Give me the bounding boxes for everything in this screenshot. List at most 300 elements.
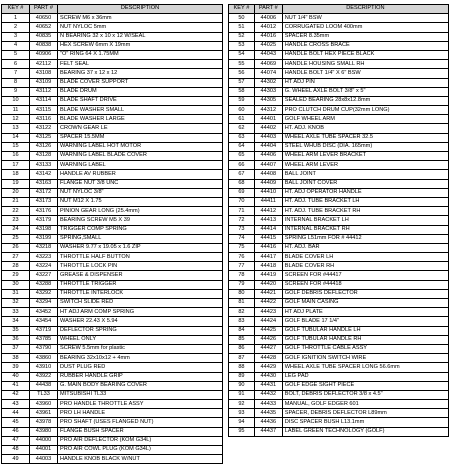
part-number-cell: 44430 xyxy=(254,372,282,381)
description-cell: BLADE WASHER LARGE xyxy=(58,115,223,124)
description-cell: DEFLECTOR SPRING xyxy=(58,326,223,335)
description-cell: THROTTLE TRIGGER xyxy=(58,280,223,289)
table-row xyxy=(2,170,223,179)
part-number-cell: 43790 xyxy=(30,344,58,353)
table-row xyxy=(2,106,223,115)
table-row xyxy=(2,326,223,335)
part-number-cell: 44003 xyxy=(30,455,58,464)
description-cell: WHEEL ARM LEVER xyxy=(282,161,448,170)
key-number-cell: 85 xyxy=(229,335,255,344)
key-number-cell: 14 xyxy=(2,133,30,142)
description-cell: GOLF THROTTLE CABLE ASSY xyxy=(282,344,448,353)
description-cell: SCREEN FOR #44418 xyxy=(282,280,448,289)
part-number-cell: 44043 xyxy=(254,50,282,59)
key-number-cell: 39 xyxy=(2,363,30,372)
part-number-cell: 44416 xyxy=(254,243,282,252)
description-cell: THROTTLE INTERLOCK xyxy=(58,289,223,298)
description-cell: PRO AIR COWL PLUG (KOM G34L) xyxy=(58,446,223,455)
key-number-cell: 73 xyxy=(229,225,255,234)
table-row xyxy=(229,106,449,115)
part-number-cell: 43176 xyxy=(30,207,58,216)
description-cell: DUST PLUG RED xyxy=(58,363,223,372)
key-number-cell: 40 xyxy=(2,372,30,381)
key-number-cell: 55 xyxy=(229,60,255,69)
parts-table-right xyxy=(228,4,449,437)
description-cell: PRO AIR DEFLECTOR (KOM G34L) xyxy=(58,436,223,445)
description-cell: GOLF TUBULAR HANDLE RH xyxy=(282,335,448,344)
description-cell: G. MAIN BODY BEARING COVER xyxy=(58,381,223,390)
key-number-cell: 51 xyxy=(229,23,255,32)
description-cell: SPACER 8.35mm xyxy=(282,32,448,41)
table-row xyxy=(229,372,449,381)
key-number-cell: 7 xyxy=(2,69,30,78)
key-number-cell: 6 xyxy=(2,60,30,69)
description-cell: WHEEL ARM LEVER BRACKET xyxy=(282,152,448,161)
table-row xyxy=(2,188,223,197)
key-number-cell: 63 xyxy=(229,133,255,142)
table-header-row xyxy=(2,5,223,14)
description-cell: LEG PAD xyxy=(282,372,448,381)
part-number-cell: 44410 xyxy=(254,188,282,197)
description-cell: CORRUGATED LOOM 400mm xyxy=(282,23,448,32)
table-row xyxy=(229,400,449,409)
description-cell: NUT M12 X 1.75 xyxy=(58,197,223,206)
key-number-cell: 34 xyxy=(2,317,30,326)
table-row xyxy=(2,50,223,59)
key-number-cell: 31 xyxy=(2,289,30,298)
part-number-cell: 44436 xyxy=(254,418,282,427)
table-row xyxy=(229,179,449,188)
table-row xyxy=(229,152,449,161)
table-row xyxy=(2,446,223,455)
table-row xyxy=(229,253,449,262)
key-number-cell: 71 xyxy=(229,207,255,216)
part-number-cell: 44432 xyxy=(254,390,282,399)
key-number-cell: 92 xyxy=(229,400,255,409)
key-number-cell: 50 xyxy=(229,14,255,23)
key-number-cell: 8 xyxy=(2,78,30,87)
key-number-cell: 30 xyxy=(2,280,30,289)
table-row xyxy=(229,381,449,390)
part-number-cell: 44404 xyxy=(254,142,282,151)
table-row xyxy=(2,124,223,133)
description-cell: HT. ADJ OPERATOR HANDLE xyxy=(282,188,448,197)
table-row xyxy=(229,234,449,243)
table-row xyxy=(2,207,223,216)
part-number-cell: 43198 xyxy=(30,225,58,234)
description-cell: SCREW M6 x 36mm xyxy=(58,14,223,23)
part-number-cell: 44406 xyxy=(254,152,282,161)
part-number-cell: 44006 xyxy=(254,14,282,23)
description-cell: SEALED BEARING 28x8x12.8mm xyxy=(282,96,448,105)
description-cell: INTERNAL BRACKET RH xyxy=(282,225,448,234)
table-row xyxy=(2,69,223,78)
table-row xyxy=(229,409,449,418)
part-number-cell: 44407 xyxy=(254,161,282,170)
table-row xyxy=(2,87,223,96)
table-row xyxy=(229,216,449,225)
key-number-cell: 5 xyxy=(2,50,30,59)
description-cell: CROWN GEAR LE xyxy=(58,124,223,133)
table-row xyxy=(229,170,449,179)
description-cell: NUT NYLOC 5mm xyxy=(58,23,223,32)
table-row xyxy=(2,197,223,206)
part-number-cell: 44426 xyxy=(254,335,282,344)
table-row xyxy=(229,41,449,50)
part-number-cell: 43114 xyxy=(30,96,58,105)
key-number-cell: 90 xyxy=(229,381,255,390)
key-number-cell: 2 xyxy=(2,23,30,32)
description-cell: MANUAL, GOLF EDGER 601 xyxy=(282,400,448,409)
parts-table-left-body xyxy=(2,14,223,464)
description-cell: FLANGE BUSH SPACER xyxy=(58,427,223,436)
key-number-cell: 65 xyxy=(229,152,255,161)
part-number-cell: 43108 xyxy=(30,69,58,78)
part-number-cell: 43218 xyxy=(30,243,58,252)
key-number-cell: 88 xyxy=(229,363,255,372)
table-row xyxy=(2,216,223,225)
key-number-cell: 29 xyxy=(2,271,30,280)
key-number-cell: 47 xyxy=(2,436,30,445)
parts-list-sheet xyxy=(1,4,449,462)
part-number-cell: 40652 xyxy=(30,23,58,32)
key-number-cell: 10 xyxy=(2,96,30,105)
part-number-cell: 43294 xyxy=(30,299,58,308)
description-cell: MITSUBISHI TL33 xyxy=(58,390,223,399)
table-row xyxy=(229,96,449,105)
table-row xyxy=(2,372,223,381)
description-cell: HANDLE AV RUBBER xyxy=(58,170,223,179)
key-number-cell: 89 xyxy=(229,372,255,381)
key-number-cell: 1 xyxy=(2,14,30,23)
table-row xyxy=(2,409,223,418)
key-number-cell: 75 xyxy=(229,243,255,252)
key-number-cell: 11 xyxy=(2,106,30,115)
table-row xyxy=(229,344,449,353)
part-number-cell: 43109 xyxy=(30,78,58,87)
description-cell: HANDLE BOLT 1/4" X 6" BSW xyxy=(282,69,448,78)
key-number-cell: 24 xyxy=(2,225,30,234)
part-number-cell: 43112 xyxy=(30,87,58,96)
key-number-cell: 59 xyxy=(229,96,255,105)
part-number-cell: 43961 xyxy=(30,409,58,418)
key-number-cell: 41 xyxy=(2,381,30,390)
part-number-cell: 43292 xyxy=(30,289,58,298)
table-row xyxy=(229,87,449,96)
key-number-cell: 78 xyxy=(229,271,255,280)
description-cell: WARNING LABEL BLADE COVER xyxy=(58,152,223,161)
table-row xyxy=(2,418,223,427)
part-number-cell: 44000 xyxy=(30,436,58,445)
parts-table-left xyxy=(1,4,223,464)
part-number-cell: 44305 xyxy=(254,96,282,105)
part-number-cell: 44423 xyxy=(254,308,282,317)
description-cell: SPRING L51mm FOR # 44412 xyxy=(282,234,448,243)
description-cell: HANDLE HOUSING SMALL RH xyxy=(282,60,448,69)
description-cell: BLADE COVER RH xyxy=(282,262,448,271)
header-description: DESCRIPTION xyxy=(58,5,223,14)
part-number-cell: 40835 xyxy=(30,32,58,41)
part-number-cell: 43172 xyxy=(30,188,58,197)
part-number-cell: 40650 xyxy=(30,14,58,23)
key-number-cell: 28 xyxy=(2,262,30,271)
part-number-cell: 43173 xyxy=(30,197,58,206)
part-number-cell: 44402 xyxy=(254,124,282,133)
key-number-cell: 52 xyxy=(229,32,255,41)
description-cell: PINION GEAR LONG (25.4mm) xyxy=(58,207,223,216)
table-row xyxy=(229,197,449,206)
part-number-cell: 43125 xyxy=(30,133,58,142)
key-number-cell: 82 xyxy=(229,308,255,317)
part-number-cell: 44401 xyxy=(254,115,282,124)
description-cell: WARNING LABEL HOT MOTOR xyxy=(58,142,223,151)
table-row xyxy=(2,335,223,344)
description-cell: GOLF BLADE 17 1/4" xyxy=(282,317,448,326)
part-number-cell: 43128 xyxy=(30,152,58,161)
description-cell: SCREW 5.5mm for plastic xyxy=(58,344,223,353)
table-row xyxy=(229,23,449,32)
description-cell: GREASE & DISPENSER xyxy=(58,271,223,280)
table-row xyxy=(2,289,223,298)
description-cell: HANDLE BOLT HEX PIECE BLACK xyxy=(282,50,448,59)
table-row xyxy=(229,354,449,363)
table-row xyxy=(2,271,223,280)
part-number-cell: 43126 xyxy=(30,142,58,151)
key-number-cell: 95 xyxy=(229,427,255,436)
table-row xyxy=(2,152,223,161)
key-number-cell: 12 xyxy=(2,115,30,124)
description-cell: BALL JOINT COVER xyxy=(282,179,448,188)
key-number-cell: 83 xyxy=(229,317,255,326)
header-key: KEY # xyxy=(2,5,30,14)
description-cell: N BEARING 32 x 10 x 12 W/SEAL xyxy=(58,32,223,41)
table-row xyxy=(229,418,449,427)
description-cell: WARNING LABEL xyxy=(58,161,223,170)
part-number-cell: 44415 xyxy=(254,234,282,243)
table-row xyxy=(2,23,223,32)
description-cell: SPACER, DEBRIS DEFLECTOR L89mm xyxy=(282,409,448,418)
part-number-cell: 44433 xyxy=(254,400,282,409)
part-number-cell: 44312 xyxy=(254,106,282,115)
part-number-cell: 43960 xyxy=(30,400,58,409)
key-number-cell: 22 xyxy=(2,207,30,216)
table-row xyxy=(229,326,449,335)
description-cell: GOLF EDGE SIGHT PIECE xyxy=(282,381,448,390)
key-number-cell: 93 xyxy=(229,409,255,418)
description-cell: BLADE WASHER SMALL xyxy=(58,106,223,115)
description-cell: HT ADJ PLATE xyxy=(282,308,448,317)
table-row xyxy=(2,262,223,271)
key-number-cell: 21 xyxy=(2,197,30,206)
key-number-cell: 35 xyxy=(2,326,30,335)
table-row xyxy=(2,133,223,142)
part-number-cell: 44069 xyxy=(254,60,282,69)
description-cell: BLADE COVER LH xyxy=(282,253,448,262)
part-number-cell: 43116 xyxy=(30,115,58,124)
table-row xyxy=(229,60,449,69)
part-number-cell: 44431 xyxy=(254,381,282,390)
part-number-cell: 43910 xyxy=(30,363,58,372)
part-number-cell: 44422 xyxy=(254,299,282,308)
table-row xyxy=(229,335,449,344)
description-cell: BEARING SCREW M5 X 39 xyxy=(58,216,223,225)
description-cell: NUT NYLOC 3/8" xyxy=(58,188,223,197)
description-cell: HT ADJ ARM COMP SPRING xyxy=(58,308,223,317)
key-number-cell: 46 xyxy=(2,427,30,436)
table-row xyxy=(229,271,449,280)
header-part: PART # xyxy=(254,5,282,14)
part-number-cell: 44418 xyxy=(254,262,282,271)
key-number-cell: 26 xyxy=(2,243,30,252)
part-number-cell: 44001 xyxy=(30,446,58,455)
table-row xyxy=(229,115,449,124)
key-number-cell: 68 xyxy=(229,179,255,188)
header-part: PART # xyxy=(30,5,58,14)
table-row xyxy=(229,133,449,142)
description-cell: GOLF TUBULAR HANDLE LH xyxy=(282,326,448,335)
key-number-cell: 36 xyxy=(2,335,30,344)
description-cell: HT ADJ PIN xyxy=(282,78,448,87)
description-cell: SPRING,SMALL xyxy=(58,234,223,243)
part-number-cell: 43142 xyxy=(30,170,58,179)
description-cell: WHEEL ONLY xyxy=(58,335,223,344)
key-number-cell: 20 xyxy=(2,188,30,197)
part-number-cell: 43133 xyxy=(30,161,58,170)
description-cell: "O" RING 64 X 1.75MM xyxy=(58,50,223,59)
part-number-cell: 44435 xyxy=(254,409,282,418)
description-cell: WASHER 9.77 x 19.05 x 1.6 ZIP xyxy=(58,243,223,252)
description-cell: PRO HANDLE THROTTLE ASSY xyxy=(58,400,223,409)
description-cell: INTERNAL BRACKET LH xyxy=(282,216,448,225)
key-number-cell: 94 xyxy=(229,418,255,427)
part-number-cell: 44438 xyxy=(30,381,58,390)
part-number-cell: 43179 xyxy=(30,216,58,225)
table-row xyxy=(2,243,223,252)
key-number-cell: 53 xyxy=(229,41,255,50)
table-row xyxy=(2,78,223,87)
part-number-cell: 44414 xyxy=(254,225,282,234)
description-cell: TRIGGER COMP SPRING xyxy=(58,225,223,234)
table-row xyxy=(229,50,449,59)
key-number-cell: 76 xyxy=(229,253,255,262)
description-cell: SWITCH SLIDE RED xyxy=(58,299,223,308)
key-number-cell: 17 xyxy=(2,161,30,170)
key-number-cell: 37 xyxy=(2,344,30,353)
description-cell: BEARING 37 x 12 x 12 xyxy=(58,69,223,78)
key-number-cell: 49 xyxy=(2,455,30,464)
key-number-cell: 79 xyxy=(229,280,255,289)
part-number-cell: 43860 xyxy=(30,354,58,363)
part-number-cell: 44409 xyxy=(254,179,282,188)
table-row xyxy=(229,427,449,436)
table-row xyxy=(2,317,223,326)
key-number-cell: 74 xyxy=(229,234,255,243)
part-number-cell: 44411 xyxy=(254,197,282,206)
key-number-cell: 38 xyxy=(2,354,30,363)
description-cell: HT. ADJ. TUBE BRACKET RH xyxy=(282,207,448,216)
description-cell: LABEL GREEN TECHNOLOGY (GOLF) xyxy=(282,427,448,436)
table-row xyxy=(229,14,449,23)
table-row xyxy=(2,142,223,151)
description-cell: WHEEL AXLE TUBE SPACER LONG 56.6mm xyxy=(282,363,448,372)
parts-table-right-body xyxy=(229,14,449,437)
part-number-cell: 40906 xyxy=(30,50,58,59)
description-cell: WHEEL AXLE TUBE SPACER 32.5 xyxy=(282,133,448,142)
description-cell: RUBBER HANDLE GRIP xyxy=(58,372,223,381)
table-row xyxy=(2,400,223,409)
table-row xyxy=(2,390,223,399)
key-number-cell: 42 xyxy=(2,390,30,399)
key-number-cell: 60 xyxy=(229,106,255,115)
key-number-cell: 67 xyxy=(229,170,255,179)
key-number-cell: 86 xyxy=(229,344,255,353)
key-number-cell: 44 xyxy=(2,409,30,418)
part-number-cell: 43122 xyxy=(30,124,58,133)
table-row xyxy=(229,262,449,271)
part-number-cell: 44012 xyxy=(254,23,282,32)
key-number-cell: 58 xyxy=(229,87,255,96)
description-cell: GOLF MAIN CASING xyxy=(282,299,448,308)
key-number-cell: 4 xyxy=(2,41,30,50)
description-cell: HT. ADJ. BAR xyxy=(282,243,448,252)
key-number-cell: 15 xyxy=(2,142,30,151)
part-number-cell: 43288 xyxy=(30,280,58,289)
key-number-cell: 43 xyxy=(2,400,30,409)
table-row xyxy=(2,363,223,372)
description-cell: GOLF IGNITION SWITCH WIRE xyxy=(282,354,448,363)
description-cell: PRO CLUTCH DRUM CUP(32mm LONG) xyxy=(282,106,448,115)
table-row xyxy=(229,207,449,216)
description-cell: FLANGE NUT 3/8 UNC xyxy=(58,179,223,188)
description-cell: SPACER 15.5MM xyxy=(58,133,223,142)
part-number-cell: 44419 xyxy=(254,271,282,280)
part-number-cell: 43922 xyxy=(30,372,58,381)
key-number-cell: 64 xyxy=(229,142,255,151)
key-number-cell: 19 xyxy=(2,179,30,188)
part-number-cell: 43199 xyxy=(30,234,58,243)
description-cell: STEEL WHUB DISC (DIA. 165mm) xyxy=(282,142,448,151)
key-number-cell: 84 xyxy=(229,326,255,335)
table-row xyxy=(229,299,449,308)
part-number-cell: 44417 xyxy=(254,253,282,262)
key-number-cell: 25 xyxy=(2,234,30,243)
table-row xyxy=(229,188,449,197)
description-cell: BLADE SHAFT DRIVE xyxy=(58,96,223,105)
part-number-cell: 44427 xyxy=(254,344,282,353)
part-number-cell: 44420 xyxy=(254,280,282,289)
key-number-cell: 27 xyxy=(2,253,30,262)
table-row xyxy=(2,436,223,445)
description-cell: PRO LH HANDLE xyxy=(58,409,223,418)
part-number-cell: 43980 xyxy=(30,427,58,436)
table-row xyxy=(2,14,223,23)
key-number-cell: 48 xyxy=(2,446,30,455)
key-number-cell: 33 xyxy=(2,308,30,317)
description-cell: HT. ADJ. TUBE BRACKET LH xyxy=(282,197,448,206)
table-row xyxy=(2,280,223,289)
part-number-cell: 44403 xyxy=(254,133,282,142)
table-row xyxy=(229,289,449,298)
table-row xyxy=(229,225,449,234)
description-cell: G. WHEEL AXLE BOLT 3/8" x 5" xyxy=(282,87,448,96)
description-cell: BLADE COVER SUPPORT xyxy=(58,78,223,87)
key-number-cell: 54 xyxy=(229,50,255,59)
table-row xyxy=(229,280,449,289)
part-number-cell: 44302 xyxy=(254,78,282,87)
header-description: DESCRIPTION xyxy=(282,5,448,14)
part-number-cell: 44025 xyxy=(254,41,282,50)
table-row xyxy=(229,124,449,133)
